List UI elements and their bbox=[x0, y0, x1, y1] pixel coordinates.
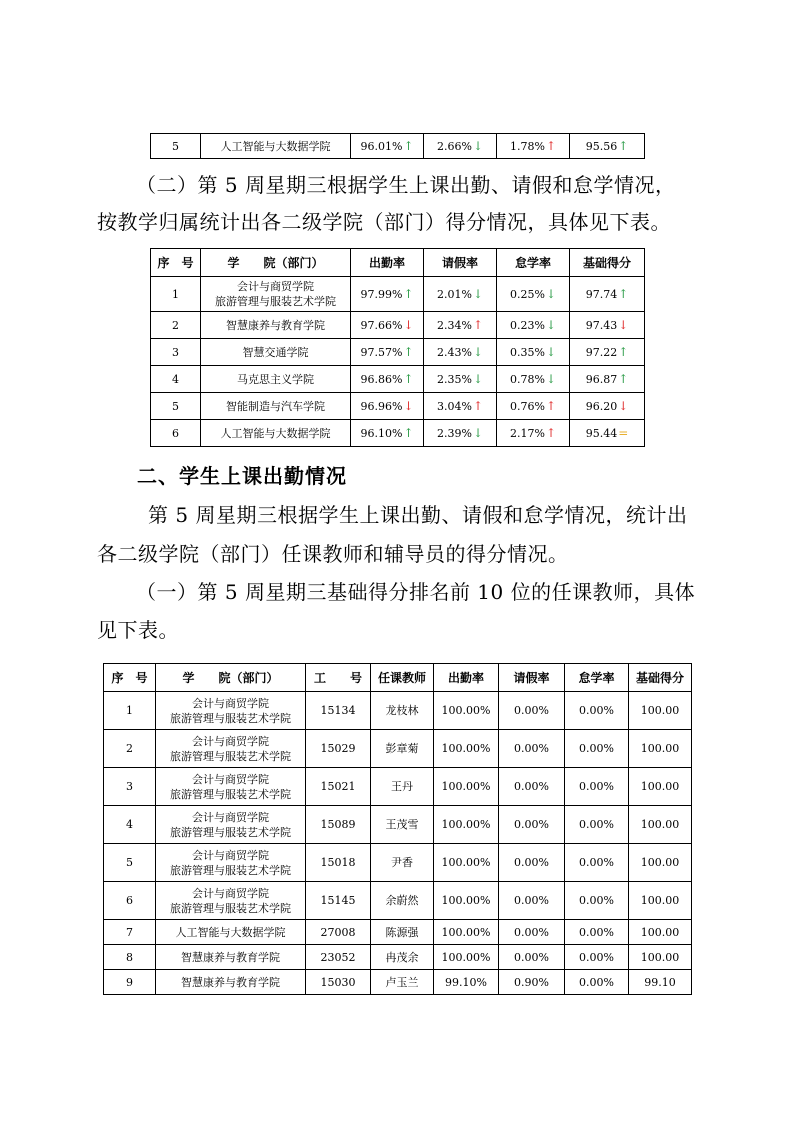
cell-college bbox=[156, 945, 306, 970]
cell-attendance: 100.00% bbox=[434, 945, 499, 970]
cell-absence: 0.78%↓ bbox=[497, 366, 570, 393]
cell-college bbox=[156, 844, 306, 882]
cell-attendance: 99.10% bbox=[434, 970, 499, 995]
cell-attendance: 100.00% bbox=[434, 882, 499, 920]
paragraph-line: 第 5 周星期三根据学生上课出勤、请假和怠学情况，统计出 bbox=[148, 503, 688, 527]
header-no: 序 号 bbox=[104, 664, 156, 692]
cell-teacher: 王茂雪 bbox=[371, 806, 434, 844]
section-heading: 二、学生上课出勤情况 bbox=[137, 464, 347, 488]
up-arrow-icon: ↑ bbox=[403, 425, 414, 440]
header-teacher: 任课教师 bbox=[371, 664, 434, 692]
up-arrow-icon: ↑ bbox=[403, 371, 414, 386]
cell-college bbox=[156, 970, 306, 995]
down-arrow-icon: ↓ bbox=[472, 371, 483, 386]
cell-leave: 0.00% bbox=[499, 920, 565, 945]
table-row bbox=[104, 920, 692, 945]
up-arrow-icon: ↑ bbox=[545, 138, 556, 153]
cell-leave: 2.66%↓ bbox=[424, 134, 497, 159]
college-name: 会计与商贸学院 bbox=[192, 772, 269, 786]
down-arrow-icon: ↓ bbox=[545, 371, 556, 386]
college-name: 人工智能与大数据学院 bbox=[175, 925, 286, 939]
cell-attendance: 100.00% bbox=[434, 920, 499, 945]
college-name: 会计与商贸学院 bbox=[192, 848, 269, 862]
cell-college: 智能制造与汽车学院 bbox=[201, 393, 351, 420]
cell-no: 3 bbox=[104, 768, 156, 806]
cell-leave: 2.39%↓ bbox=[424, 420, 497, 447]
table-row bbox=[151, 393, 645, 420]
cell-absence: 0.00% bbox=[565, 768, 629, 806]
header-leave: 请假率 bbox=[499, 664, 565, 692]
equal-icon: = bbox=[618, 425, 629, 440]
college-name: 旅游管理与服装艺术学院 bbox=[170, 711, 291, 725]
cell-absence: 0.23%↓ bbox=[497, 312, 570, 339]
table-header-row bbox=[104, 664, 692, 692]
cell-id: 15145 bbox=[306, 882, 371, 920]
up-arrow-icon: ↑ bbox=[618, 138, 629, 153]
cell-no: 6 bbox=[151, 420, 201, 447]
cell-id: 15134 bbox=[306, 692, 371, 730]
cell-leave: 0.00% bbox=[499, 806, 565, 844]
table-row bbox=[104, 945, 692, 970]
cell-college bbox=[156, 730, 306, 768]
college-name: 旅游管理与服装艺术学院 bbox=[215, 295, 336, 308]
cell-college: 人工智能与大数据学院 bbox=[201, 420, 351, 447]
cell-attendance: 96.86%↑ bbox=[351, 366, 424, 393]
cell-score: 95.56↑ bbox=[570, 134, 645, 159]
cell-college bbox=[156, 768, 306, 806]
down-arrow-icon: ↓ bbox=[545, 286, 556, 301]
cell-no: 1 bbox=[104, 692, 156, 730]
cell-absence: 2.17%↑ bbox=[497, 420, 570, 447]
cell-id: 15030 bbox=[306, 970, 371, 995]
college-name: 会计与商贸学院 bbox=[192, 810, 269, 824]
cell-college bbox=[156, 806, 306, 844]
cell-leave: 0.00% bbox=[499, 844, 565, 882]
cell-no: 1 bbox=[151, 277, 201, 312]
up-arrow-icon: ↑ bbox=[618, 371, 629, 386]
header-id: 工 号 bbox=[306, 664, 371, 692]
college-name: 会计与商贸学院 bbox=[237, 280, 314, 293]
cell-score: 100.00 bbox=[629, 920, 692, 945]
cell-id: 23052 bbox=[306, 945, 371, 970]
header-attendance: 出勤率 bbox=[351, 249, 424, 277]
cell-no: 2 bbox=[151, 312, 201, 339]
table-row bbox=[151, 339, 645, 366]
cell-no: 6 bbox=[104, 882, 156, 920]
table-row bbox=[151, 277, 645, 312]
paragraph-line: （二）第 5 周星期三根据学生上课出勤、请假和怠学情况， bbox=[136, 173, 676, 197]
cell-absence: 1.78%↑ bbox=[497, 134, 570, 159]
cell-leave: 0.00% bbox=[499, 882, 565, 920]
cell-score: 100.00 bbox=[629, 768, 692, 806]
cell-score: 96.87↑ bbox=[570, 366, 645, 393]
up-arrow-icon: ↑ bbox=[545, 398, 556, 413]
cell-no: 8 bbox=[104, 945, 156, 970]
cell-leave: 2.01%↓ bbox=[424, 277, 497, 312]
cell-college bbox=[156, 882, 306, 920]
cell-attendance: 100.00% bbox=[434, 806, 499, 844]
cell-teacher: 卢玉兰 bbox=[371, 970, 434, 995]
up-arrow-icon: ↑ bbox=[403, 138, 414, 153]
cell-no: 7 bbox=[104, 920, 156, 945]
cell-attendance: 96.10%↑ bbox=[351, 420, 424, 447]
table-row bbox=[151, 420, 645, 447]
college-name: 会计与商贸学院 bbox=[192, 734, 269, 748]
cell-leave: 0.00% bbox=[499, 768, 565, 806]
cell-no: 5 bbox=[151, 134, 201, 159]
cell-absence: 0.00% bbox=[565, 882, 629, 920]
cell-score: 97.22↑ bbox=[570, 339, 645, 366]
cell-score: 100.00 bbox=[629, 692, 692, 730]
cell-score: 100.00 bbox=[629, 945, 692, 970]
cell-id: 15021 bbox=[306, 768, 371, 806]
up-arrow-icon: ↑ bbox=[545, 425, 556, 440]
college-name: 智慧康养与教育学院 bbox=[181, 950, 280, 964]
cell-score: 100.00 bbox=[629, 806, 692, 844]
cell-leave: 0.00% bbox=[499, 730, 565, 768]
down-arrow-icon: ↓ bbox=[618, 317, 629, 332]
down-arrow-icon: ↓ bbox=[618, 398, 629, 413]
cell-absence: 0.00% bbox=[565, 806, 629, 844]
down-arrow-icon: ↓ bbox=[545, 344, 556, 359]
cell-absence: 0.35%↓ bbox=[497, 339, 570, 366]
header-attendance: 出勤率 bbox=[434, 664, 499, 692]
cell-leave: 3.04%↑ bbox=[424, 393, 497, 420]
header-college: 学 院（部门） bbox=[201, 249, 351, 277]
up-arrow-icon: ↑ bbox=[472, 398, 483, 413]
cell-no: 9 bbox=[104, 970, 156, 995]
college-name: 旅游管理与服装艺术学院 bbox=[170, 863, 291, 877]
cell-attendance: 97.57%↑ bbox=[351, 339, 424, 366]
cell-teacher: 王丹 bbox=[371, 768, 434, 806]
cell-id: 15029 bbox=[306, 730, 371, 768]
up-arrow-icon: ↑ bbox=[618, 344, 629, 359]
cell-leave: 2.43%↓ bbox=[424, 339, 497, 366]
cell-no: 4 bbox=[151, 366, 201, 393]
paragraph-line: 各二级学院（部门）任课教师和辅导员的得分情况。 bbox=[97, 542, 569, 566]
cell-leave: 0.90% bbox=[499, 970, 565, 995]
cell-score: 100.00 bbox=[629, 844, 692, 882]
cell-absence: 0.00% bbox=[565, 692, 629, 730]
cell-id: 27008 bbox=[306, 920, 371, 945]
down-arrow-icon: ↓ bbox=[545, 317, 556, 332]
cell-college bbox=[156, 692, 306, 730]
cell-absence: 0.00% bbox=[565, 920, 629, 945]
cell-attendance: 96.01%↑ bbox=[351, 134, 424, 159]
table-row bbox=[104, 730, 692, 768]
down-arrow-icon: ↓ bbox=[472, 286, 483, 301]
table-row bbox=[104, 692, 692, 730]
cell-id: 15018 bbox=[306, 844, 371, 882]
college-name: 旅游管理与服装艺术学院 bbox=[170, 825, 291, 839]
table-row bbox=[104, 882, 692, 920]
college-name: 旅游管理与服装艺术学院 bbox=[170, 749, 291, 763]
cell-no: 4 bbox=[104, 806, 156, 844]
header-absence: 怠学率 bbox=[497, 249, 570, 277]
header-no: 序 号 bbox=[151, 249, 201, 277]
table-row bbox=[151, 312, 645, 339]
down-arrow-icon: ↓ bbox=[403, 398, 414, 413]
header-college: 学 院（部门） bbox=[156, 664, 306, 692]
cell-id: 15089 bbox=[306, 806, 371, 844]
up-arrow-icon: ↑ bbox=[403, 286, 414, 301]
cell-college: 智慧康养与教育学院 bbox=[201, 312, 351, 339]
cell-absence: 0.25%↓ bbox=[497, 277, 570, 312]
college-score-table bbox=[150, 248, 645, 447]
cell-score: 97.43↓ bbox=[570, 312, 645, 339]
table-row bbox=[104, 844, 692, 882]
cell-teacher: 陈源强 bbox=[371, 920, 434, 945]
cell-no: 3 bbox=[151, 339, 201, 366]
table-header-row bbox=[151, 249, 645, 277]
table-row bbox=[151, 366, 645, 393]
down-arrow-icon: ↓ bbox=[403, 317, 414, 332]
header-absence: 怠学率 bbox=[565, 664, 629, 692]
college-name: 智慧康养与教育学院 bbox=[181, 975, 280, 989]
cell-teacher: 余蔚然 bbox=[371, 882, 434, 920]
header-leave: 请假率 bbox=[424, 249, 497, 277]
teacher-ranking-table bbox=[103, 663, 692, 995]
up-arrow-icon: ↑ bbox=[472, 317, 483, 332]
down-arrow-icon: ↓ bbox=[472, 425, 483, 440]
cell-score: 99.10 bbox=[629, 970, 692, 995]
cell-score: 100.00 bbox=[629, 730, 692, 768]
cell-score: 96.20↓ bbox=[570, 393, 645, 420]
cell-teacher: 尹香 bbox=[371, 844, 434, 882]
cell-attendance: 100.00% bbox=[434, 768, 499, 806]
cell-absence: 0.00% bbox=[565, 844, 629, 882]
table-row bbox=[104, 768, 692, 806]
cell-teacher: 彭章菊 bbox=[371, 730, 434, 768]
cell-leave: 0.00% bbox=[499, 692, 565, 730]
paragraph-line: 见下表。 bbox=[97, 618, 179, 642]
college-name: 旅游管理与服装艺术学院 bbox=[170, 901, 291, 915]
up-arrow-icon: ↑ bbox=[403, 344, 414, 359]
college-name: 会计与商贸学院 bbox=[192, 886, 269, 900]
cell-absence: 0.00% bbox=[565, 945, 629, 970]
college-name: 会计与商贸学院 bbox=[192, 696, 269, 710]
cell-attendance: 96.96%↓ bbox=[351, 393, 424, 420]
header-score: 基础得分 bbox=[629, 664, 692, 692]
cell-score: 100.00 bbox=[629, 882, 692, 920]
cell-attendance: 100.00% bbox=[434, 730, 499, 768]
paragraph-line: （一）第 5 周星期三基础得分排名前 10 位的任课教师，具体 bbox=[136, 580, 696, 604]
table-row bbox=[151, 134, 645, 159]
down-arrow-icon: ↓ bbox=[472, 138, 483, 153]
college-name: 旅游管理与服装艺术学院 bbox=[170, 787, 291, 801]
cell-college: 智慧交通学院 bbox=[201, 339, 351, 366]
down-arrow-icon: ↓ bbox=[472, 344, 483, 359]
cell-no: 5 bbox=[151, 393, 201, 420]
table-row bbox=[104, 806, 692, 844]
cell-attendance: 100.00% bbox=[434, 844, 499, 882]
cell-college bbox=[201, 277, 351, 312]
top-table bbox=[150, 133, 645, 159]
header-score: 基础得分 bbox=[570, 249, 645, 277]
up-arrow-icon: ↑ bbox=[618, 286, 629, 301]
paragraph-line: 按教学归属统计出各二级学院（部门）得分情况，具体见下表。 bbox=[97, 210, 671, 234]
cell-leave: 0.00% bbox=[499, 945, 565, 970]
cell-attendance: 97.99%↑ bbox=[351, 277, 424, 312]
cell-score: 97.74↑ bbox=[570, 277, 645, 312]
cell-attendance: 97.66%↓ bbox=[351, 312, 424, 339]
cell-college: 人工智能与大数据学院 bbox=[201, 134, 351, 159]
cell-no: 5 bbox=[104, 844, 156, 882]
table-row bbox=[104, 970, 692, 995]
cell-college: 马克思主义学院 bbox=[201, 366, 351, 393]
cell-absence: 0.00% bbox=[565, 970, 629, 995]
cell-no: 2 bbox=[104, 730, 156, 768]
cell-absence: 0.00% bbox=[565, 730, 629, 768]
cell-leave: 2.34%↑ bbox=[424, 312, 497, 339]
cell-attendance: 100.00% bbox=[434, 692, 499, 730]
cell-teacher: 龙枝林 bbox=[371, 692, 434, 730]
cell-score: 95.44= bbox=[570, 420, 645, 447]
cell-college bbox=[156, 920, 306, 945]
cell-teacher: 冉茂余 bbox=[371, 945, 434, 970]
cell-leave: 2.35%↓ bbox=[424, 366, 497, 393]
cell-absence: 0.76%↑ bbox=[497, 393, 570, 420]
